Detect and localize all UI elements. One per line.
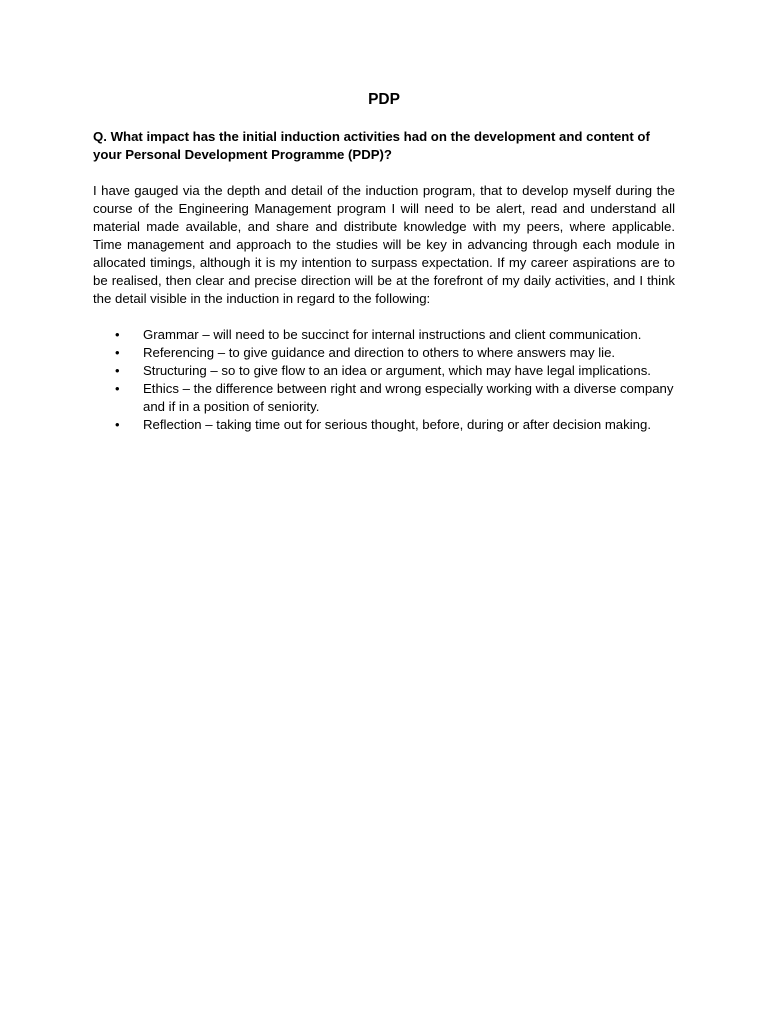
bullet-list: [93, 326, 675, 434]
list-item-text: Ethics – the difference between right and wrong especially working with a diverse company and if in a position of seniority.: [143, 381, 674, 414]
bullet-icon: •: [115, 363, 120, 378]
list-item: [93, 344, 675, 362]
document-title: PDP: [368, 91, 400, 108]
bullet-icon: •: [115, 345, 120, 360]
list-item-text: Structuring – so to give flow to an idea or argument, which may have legal implications.: [143, 363, 651, 378]
list-item-text: Grammar – will need to be succinct for internal instructions and client communication.: [143, 327, 642, 342]
bullet-icon: •: [115, 327, 120, 342]
list-item: [93, 362, 675, 380]
list-item-text: Referencing – to give guidance and direction to others to where answers may lie.: [143, 345, 616, 360]
question-text: Q. What impact has the initial induction activities had on the development and content of your Personal Development Programme (PDP)?: [93, 129, 650, 162]
body-paragraph: I have gauged via the depth and detail of the induction program, that to develop myself during the course of the Engineering Management program I will need to be alert, read and understand all material made available, and share and distribute knowledge with my peers, where applicable. Time management and approach to the studies will be key in advancing through each module in allocated timings, although it is my intention to surpass expectation. If my career aspirations are to be realised, then clear and precise direction will be at the forefront of my daily activities, and I think the detail visible in the induction in regard to the following:: [93, 183, 675, 306]
list-item-text: Reflection – taking time out for serious thought, before, during or after decision making.: [143, 417, 651, 432]
document-page: [93, 88, 675, 434]
list-item: [93, 380, 675, 416]
list-item: [93, 416, 675, 434]
bullet-icon: •: [115, 381, 120, 396]
bullet-icon: •: [115, 417, 120, 432]
list-item: [93, 326, 675, 344]
